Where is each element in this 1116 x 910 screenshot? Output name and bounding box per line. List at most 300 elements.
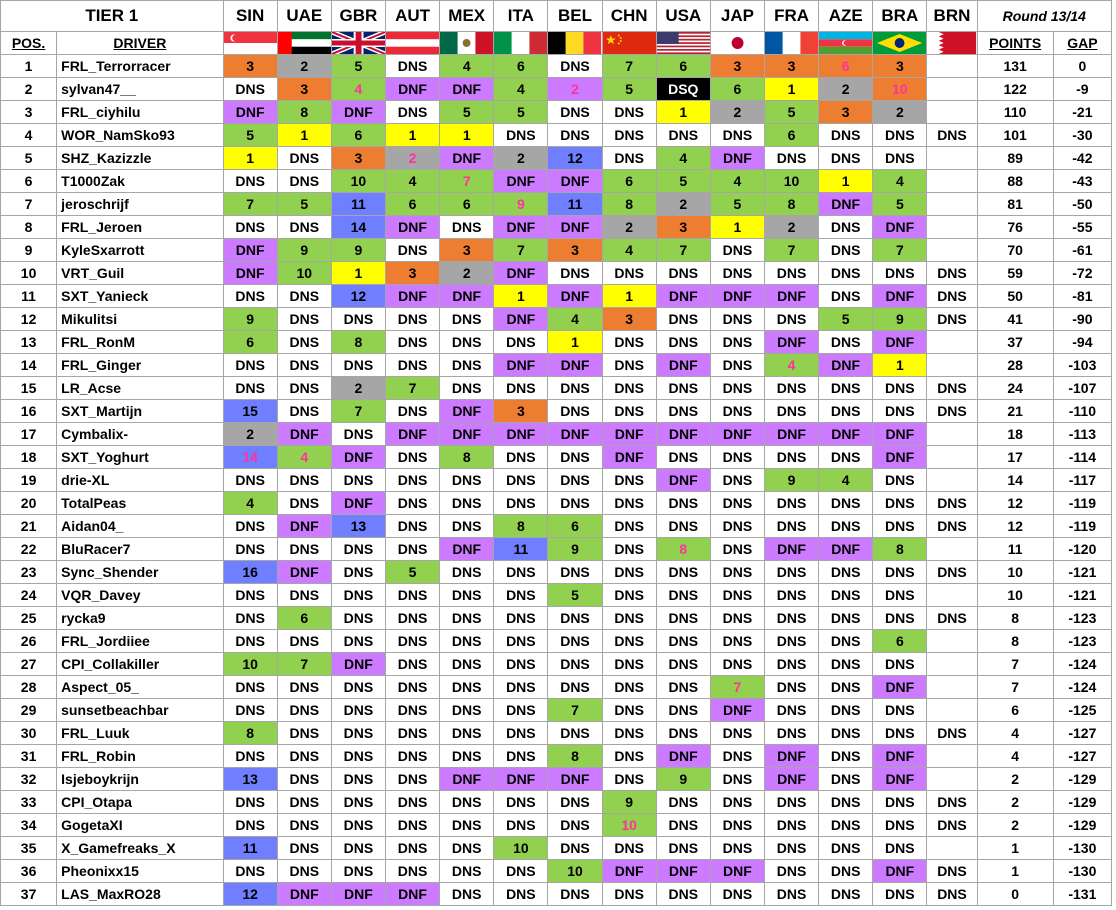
race-result-cell: DNS: [819, 860, 873, 883]
race-result-cell: 10: [223, 653, 277, 676]
race-result-cell: 6: [656, 55, 710, 78]
points-cell: 2: [977, 768, 1053, 791]
race-result-cell: 6: [548, 515, 602, 538]
race-result-cell: 4: [764, 354, 818, 377]
gap-cell: -42: [1053, 147, 1111, 170]
race-result-cell: 4: [710, 170, 764, 193]
driver-name-cell: Isjeboykrijn: [57, 768, 223, 791]
race-result-cell: DNS: [277, 354, 331, 377]
race-result-cell: DNS: [440, 676, 494, 699]
race-result-cell: [927, 354, 977, 377]
race-result-cell: DNS: [494, 745, 548, 768]
race-result-cell: DNS: [602, 745, 656, 768]
race-result-cell: DNF: [548, 216, 602, 239]
driver-name-cell: T1000Zak: [57, 170, 223, 193]
table-row: [1, 630, 1112, 653]
race-result-cell: DNS: [656, 653, 710, 676]
race-result-cell: DNS: [873, 607, 927, 630]
table-row: [1, 607, 1112, 630]
gap-cell: -120: [1053, 538, 1111, 561]
points-cell: 2: [977, 791, 1053, 814]
race-result-cell: DNS: [764, 699, 818, 722]
gap-cell: -125: [1053, 699, 1111, 722]
race-result-cell: 3: [819, 101, 873, 124]
race-result-cell: DNS: [277, 745, 331, 768]
race-result-cell: 7: [548, 699, 602, 722]
driver-name-cell: SXT_Martijn: [57, 400, 223, 423]
race-result-cell: DNS: [819, 584, 873, 607]
race-result-cell: [927, 630, 977, 653]
gap-cell: -123: [1053, 630, 1111, 653]
race-result-cell: DNS: [223, 584, 277, 607]
race-result-cell: DNS: [386, 354, 440, 377]
race-result-cell: DNS: [819, 653, 873, 676]
race-result-cell: DNS: [440, 469, 494, 492]
race-result-cell: DNS: [331, 699, 385, 722]
race-result-cell: DNS: [602, 883, 656, 906]
race-result-cell: DNS: [764, 147, 818, 170]
gap-cell: -127: [1053, 722, 1111, 745]
standings-body: [1, 55, 1112, 906]
race-result-cell: 3: [223, 55, 277, 78]
race-result-cell: DNS: [331, 561, 385, 584]
race-result-cell: 11: [494, 538, 548, 561]
race-result-cell: DNS: [223, 791, 277, 814]
race-result-cell: DNS: [548, 561, 602, 584]
points-cell: 0: [977, 883, 1053, 906]
table-row: [1, 147, 1112, 170]
race-result-cell: DNS: [710, 584, 764, 607]
position-cell: 1: [1, 55, 57, 78]
race-result-cell: 5: [548, 584, 602, 607]
race-header: ITA: [494, 1, 548, 32]
race-result-cell: DNS: [331, 469, 385, 492]
gap-cell: -121: [1053, 561, 1111, 584]
driver-name-cell: jeroschrijf: [57, 193, 223, 216]
race-result-cell: DNF: [386, 216, 440, 239]
points-cell: 88: [977, 170, 1053, 193]
japan-flag: [710, 32, 764, 55]
position-cell: 25: [1, 607, 57, 630]
points-cell: 24: [977, 377, 1053, 400]
table-row: [1, 814, 1112, 837]
race-result-cell: DNS: [277, 308, 331, 331]
race-result-cell: DNS: [710, 768, 764, 791]
race-result-cell: DNS: [602, 492, 656, 515]
gap-cell: -50: [1053, 193, 1111, 216]
race-result-cell: DNS: [440, 860, 494, 883]
points-cell: 8: [977, 607, 1053, 630]
race-header: BRN: [927, 1, 977, 32]
race-result-cell: DNS: [764, 308, 818, 331]
table-row: [1, 745, 1112, 768]
race-result-cell: DNS: [548, 607, 602, 630]
race-result-cell: DNS: [602, 630, 656, 653]
race-result-cell: [927, 423, 977, 446]
driver-name-cell: SHZ_Kazizzle: [57, 147, 223, 170]
race-result-cell: DNS: [277, 492, 331, 515]
race-result-cell: 1: [331, 262, 385, 285]
race-result-cell: 3: [764, 55, 818, 78]
race-result-cell: [927, 837, 977, 860]
race-result-cell: 6: [819, 55, 873, 78]
position-cell: 37: [1, 883, 57, 906]
position-cell: 19: [1, 469, 57, 492]
race-result-cell: DNS: [494, 446, 548, 469]
race-result-cell: DNS: [656, 124, 710, 147]
race-result-cell: DNS: [277, 170, 331, 193]
race-result-cell: DNS: [386, 814, 440, 837]
table-row: [1, 446, 1112, 469]
race-result-cell: DNS: [494, 331, 548, 354]
race-result-cell: [927, 216, 977, 239]
table-row: [1, 377, 1112, 400]
race-result-cell: DNS: [710, 377, 764, 400]
race-result-cell: DNS: [764, 377, 818, 400]
driver-name-cell: Sync_Shender: [57, 561, 223, 584]
race-result-cell: DNS: [223, 630, 277, 653]
position-cell: 15: [1, 377, 57, 400]
race-result-cell: DNS: [710, 722, 764, 745]
race-result-cell: DNS: [710, 331, 764, 354]
race-result-cell: DNS: [548, 262, 602, 285]
race-result-cell: [927, 78, 977, 101]
points-cell: 110: [977, 101, 1053, 124]
driver-name-cell: SXT_Yanieck: [57, 285, 223, 308]
race-result-cell: DNS: [602, 653, 656, 676]
race-result-cell: DNS: [386, 446, 440, 469]
points-cell: 12: [977, 492, 1053, 515]
race-result-cell: DNS: [656, 837, 710, 860]
race-result-cell: DNS: [873, 837, 927, 860]
race-result-cell: DNS: [386, 607, 440, 630]
race-result-cell: DNS: [764, 860, 818, 883]
race-result-cell: DNS: [277, 216, 331, 239]
race-result-cell: DNF: [548, 768, 602, 791]
points-cell: 70: [977, 239, 1053, 262]
race-result-cell: DNS: [927, 860, 977, 883]
gap-cell: -117: [1053, 469, 1111, 492]
race-result-cell: DNS: [927, 377, 977, 400]
race-result-cell: DNS: [223, 814, 277, 837]
race-result-cell: DNS: [223, 469, 277, 492]
race-result-cell: DNF: [277, 515, 331, 538]
race-result-cell: DNS: [656, 630, 710, 653]
gap-cell: -72: [1053, 262, 1111, 285]
race-result-cell: 1: [440, 124, 494, 147]
race-result-cell: 9: [494, 193, 548, 216]
race-result-cell: DNS: [548, 377, 602, 400]
race-result-cell: 11: [331, 193, 385, 216]
race-result-cell: DNS: [602, 124, 656, 147]
race-result-cell: 4: [602, 239, 656, 262]
race-result-cell: 14: [331, 216, 385, 239]
brazil-flag: [873, 32, 927, 55]
race-result-cell: [927, 147, 977, 170]
race-result-cell: DNF: [277, 561, 331, 584]
points-cell: 28: [977, 354, 1053, 377]
race-result-cell: DNS: [223, 170, 277, 193]
race-result-cell: DNS: [494, 722, 548, 745]
race-result-cell: 5: [819, 308, 873, 331]
race-result-cell: DNS: [764, 814, 818, 837]
race-result-cell: 13: [223, 768, 277, 791]
driver-name-cell: SXT_Yoghurt: [57, 446, 223, 469]
race-result-cell: DNS: [819, 124, 873, 147]
race-result-cell: DNS: [873, 377, 927, 400]
race-result-cell: DNS: [710, 653, 764, 676]
table-row: [1, 308, 1112, 331]
race-result-cell: DNF: [331, 446, 385, 469]
race-result-cell: [927, 446, 977, 469]
race-result-cell: DNS: [873, 883, 927, 906]
position-cell: 6: [1, 170, 57, 193]
race-result-cell: DNS: [548, 446, 602, 469]
race-result-cell: DNF: [494, 170, 548, 193]
race-result-cell: DNF: [602, 446, 656, 469]
race-result-cell: DNF: [764, 331, 818, 354]
table-row: [1, 78, 1112, 101]
azerbaijan-flag: [819, 32, 873, 55]
table-row: [1, 538, 1112, 561]
race-result-cell: DNS: [331, 768, 385, 791]
race-result-cell: DNS: [602, 262, 656, 285]
position-cell: 24: [1, 584, 57, 607]
race-result-cell: DNS: [656, 262, 710, 285]
race-result-cell: DNS: [873, 653, 927, 676]
race-result-cell: DNS: [277, 469, 331, 492]
table-row: [1, 469, 1112, 492]
race-result-cell: DNF: [494, 308, 548, 331]
gap-cell: -55: [1053, 216, 1111, 239]
race-result-cell: DNS: [710, 446, 764, 469]
austria-flag: [386, 32, 440, 55]
position-cell: 14: [1, 354, 57, 377]
position-cell: 5: [1, 147, 57, 170]
race-result-cell: 8: [277, 101, 331, 124]
race-result-cell: DNS: [656, 561, 710, 584]
race-result-cell: DNS: [277, 837, 331, 860]
driver-name-cell: rycka9: [57, 607, 223, 630]
position-cell: 30: [1, 722, 57, 745]
race-result-cell: DNS: [223, 216, 277, 239]
table-row: [1, 285, 1112, 308]
race-result-cell: 9: [602, 791, 656, 814]
race-result-cell: 4: [440, 55, 494, 78]
position-cell: 31: [1, 745, 57, 768]
points-cell: 76: [977, 216, 1053, 239]
race-result-cell: 10: [873, 78, 927, 101]
race-result-cell: DNS: [819, 262, 873, 285]
race-result-cell: DNS: [386, 653, 440, 676]
race-result-cell: DNS: [602, 699, 656, 722]
race-result-cell: 3: [548, 239, 602, 262]
driver-name-cell: LR_Acse: [57, 377, 223, 400]
race-result-cell: DNS: [819, 676, 873, 699]
race-result-cell: DNS: [819, 722, 873, 745]
race-result-cell: 4: [873, 170, 927, 193]
race-result-cell: 10: [548, 860, 602, 883]
race-result-cell: DNS: [656, 699, 710, 722]
flag-row: [1, 32, 1112, 55]
race-result-cell: DNS: [331, 584, 385, 607]
race-result-cell: DNF: [548, 354, 602, 377]
race-result-cell: [927, 745, 977, 768]
race-result-cell: DNS: [656, 308, 710, 331]
race-result-cell: 3: [873, 55, 927, 78]
race-result-cell: 6: [710, 78, 764, 101]
race-result-cell: DNS: [440, 584, 494, 607]
race-result-cell: DNS: [277, 147, 331, 170]
driver-name-cell: FRL_Robin: [57, 745, 223, 768]
gap-cell: -114: [1053, 446, 1111, 469]
race-result-cell: 6: [494, 55, 548, 78]
driver-name-cell: X_Gamefreaks_X: [57, 837, 223, 860]
gap-cell: -110: [1053, 400, 1111, 423]
race-result-cell: 10: [277, 262, 331, 285]
race-result-cell: DNF: [819, 193, 873, 216]
race-result-cell: DNS: [602, 584, 656, 607]
race-result-cell: 10: [602, 814, 656, 837]
bahrain-flag: [927, 32, 977, 55]
race-result-cell: DNS: [277, 538, 331, 561]
race-result-cell: DNF: [873, 446, 927, 469]
driver-name-cell: FRL_Luuk: [57, 722, 223, 745]
race-result-cell: DNS: [764, 515, 818, 538]
race-result-cell: DNS: [277, 331, 331, 354]
race-result-cell: DNF: [494, 423, 548, 446]
race-result-cell: DNS: [819, 561, 873, 584]
race-result-cell: 2: [223, 423, 277, 446]
race-result-cell: DNS: [873, 699, 927, 722]
race-result-cell: DNS: [927, 814, 977, 837]
race-result-cell: DNS: [277, 722, 331, 745]
race-result-cell: DNF: [223, 239, 277, 262]
race-result-cell: DNS: [764, 492, 818, 515]
race-result-cell: DNS: [602, 722, 656, 745]
gap-cell: -130: [1053, 860, 1111, 883]
race-result-cell: DNS: [764, 722, 818, 745]
race-result-cell: DNS: [494, 699, 548, 722]
race-result-cell: DNS: [710, 745, 764, 768]
position-cell: 28: [1, 676, 57, 699]
race-result-cell: DNS: [223, 607, 277, 630]
race-result-cell: DNF: [873, 423, 927, 446]
race-result-cell: 6: [386, 193, 440, 216]
race-result-cell: 3: [494, 400, 548, 423]
points-cell: 17: [977, 446, 1053, 469]
race-result-cell: DNF: [440, 78, 494, 101]
race-result-cell: DNF: [331, 883, 385, 906]
race-result-cell: DNS: [440, 699, 494, 722]
race-result-cell: 6: [223, 331, 277, 354]
table-row: [1, 423, 1112, 446]
race-result-cell: DNS: [602, 515, 656, 538]
race-result-cell: 7: [873, 239, 927, 262]
race-result-cell: DNS: [819, 216, 873, 239]
race-result-cell: DNS: [331, 837, 385, 860]
points-cell: 6: [977, 699, 1053, 722]
race-result-cell: DNS: [710, 791, 764, 814]
race-result-cell: DNS: [873, 262, 927, 285]
race-header: MEX: [440, 1, 494, 32]
race-result-cell: 6: [602, 170, 656, 193]
tier-title: TIER 1: [1, 1, 224, 32]
race-result-cell: DNS: [331, 607, 385, 630]
race-result-cell: DNS: [386, 400, 440, 423]
race-result-cell: 7: [602, 55, 656, 78]
race-result-cell: DNS: [386, 768, 440, 791]
points-cell: 2: [977, 814, 1053, 837]
race-result-cell: DNS: [494, 492, 548, 515]
race-result-cell: DNS: [819, 814, 873, 837]
table-row: [1, 653, 1112, 676]
italy-flag: [494, 32, 548, 55]
race-result-cell: 7: [764, 239, 818, 262]
race-result-cell: DNS: [602, 607, 656, 630]
table-row: [1, 239, 1112, 262]
driver-name-cell: TotalPeas: [57, 492, 223, 515]
driver-name-cell: LAS_MaxRO28: [57, 883, 223, 906]
race-result-cell: DNS: [494, 791, 548, 814]
race-result-cell: DNF: [656, 354, 710, 377]
driver-name-cell: WOR_NamSko93: [57, 124, 223, 147]
position-cell: 9: [1, 239, 57, 262]
race-result-cell: 13: [331, 515, 385, 538]
race-result-cell: 1: [656, 101, 710, 124]
race-result-cell: 6: [440, 193, 494, 216]
race-result-cell: [927, 101, 977, 124]
race-result-cell: DNS: [656, 331, 710, 354]
race-result-cell: 2: [548, 78, 602, 101]
race-result-cell: DNS: [223, 860, 277, 883]
race-result-cell: 2: [710, 101, 764, 124]
table-row: [1, 262, 1112, 285]
position-cell: 36: [1, 860, 57, 883]
race-result-cell: 2: [277, 55, 331, 78]
race-result-cell: DNS: [927, 791, 977, 814]
race-result-cell: DNS: [710, 492, 764, 515]
race-result-cell: DNS: [710, 308, 764, 331]
table-row: [1, 722, 1112, 745]
gap-cell: -90: [1053, 308, 1111, 331]
driver-name-cell: VRT_Guil: [57, 262, 223, 285]
driver-name-cell: FRL_Jeroen: [57, 216, 223, 239]
race-result-cell: 4: [331, 78, 385, 101]
race-result-cell: DNF: [764, 285, 818, 308]
race-result-cell: 5: [710, 193, 764, 216]
race-result-cell: DNF: [440, 400, 494, 423]
gap-cell: -119: [1053, 492, 1111, 515]
race-result-cell: DNS: [602, 538, 656, 561]
race-result-cell: DNS: [440, 354, 494, 377]
race-result-cell: DNS: [764, 561, 818, 584]
points-cell: 101: [977, 124, 1053, 147]
race-result-cell: DNS: [710, 354, 764, 377]
gap-cell: -30: [1053, 124, 1111, 147]
race-result-cell: DNS: [386, 469, 440, 492]
race-header: JAP: [710, 1, 764, 32]
race-result-cell: 9: [764, 469, 818, 492]
race-result-cell: DNS: [440, 722, 494, 745]
race-result-cell: DNS: [440, 561, 494, 584]
race-result-cell: DNS: [548, 630, 602, 653]
race-result-cell: DNS: [494, 469, 548, 492]
race-result-cell: DNS: [548, 469, 602, 492]
race-result-cell: DNS: [602, 768, 656, 791]
driver-name-cell: FRL_Ginger: [57, 354, 223, 377]
race-result-cell: 6: [764, 124, 818, 147]
